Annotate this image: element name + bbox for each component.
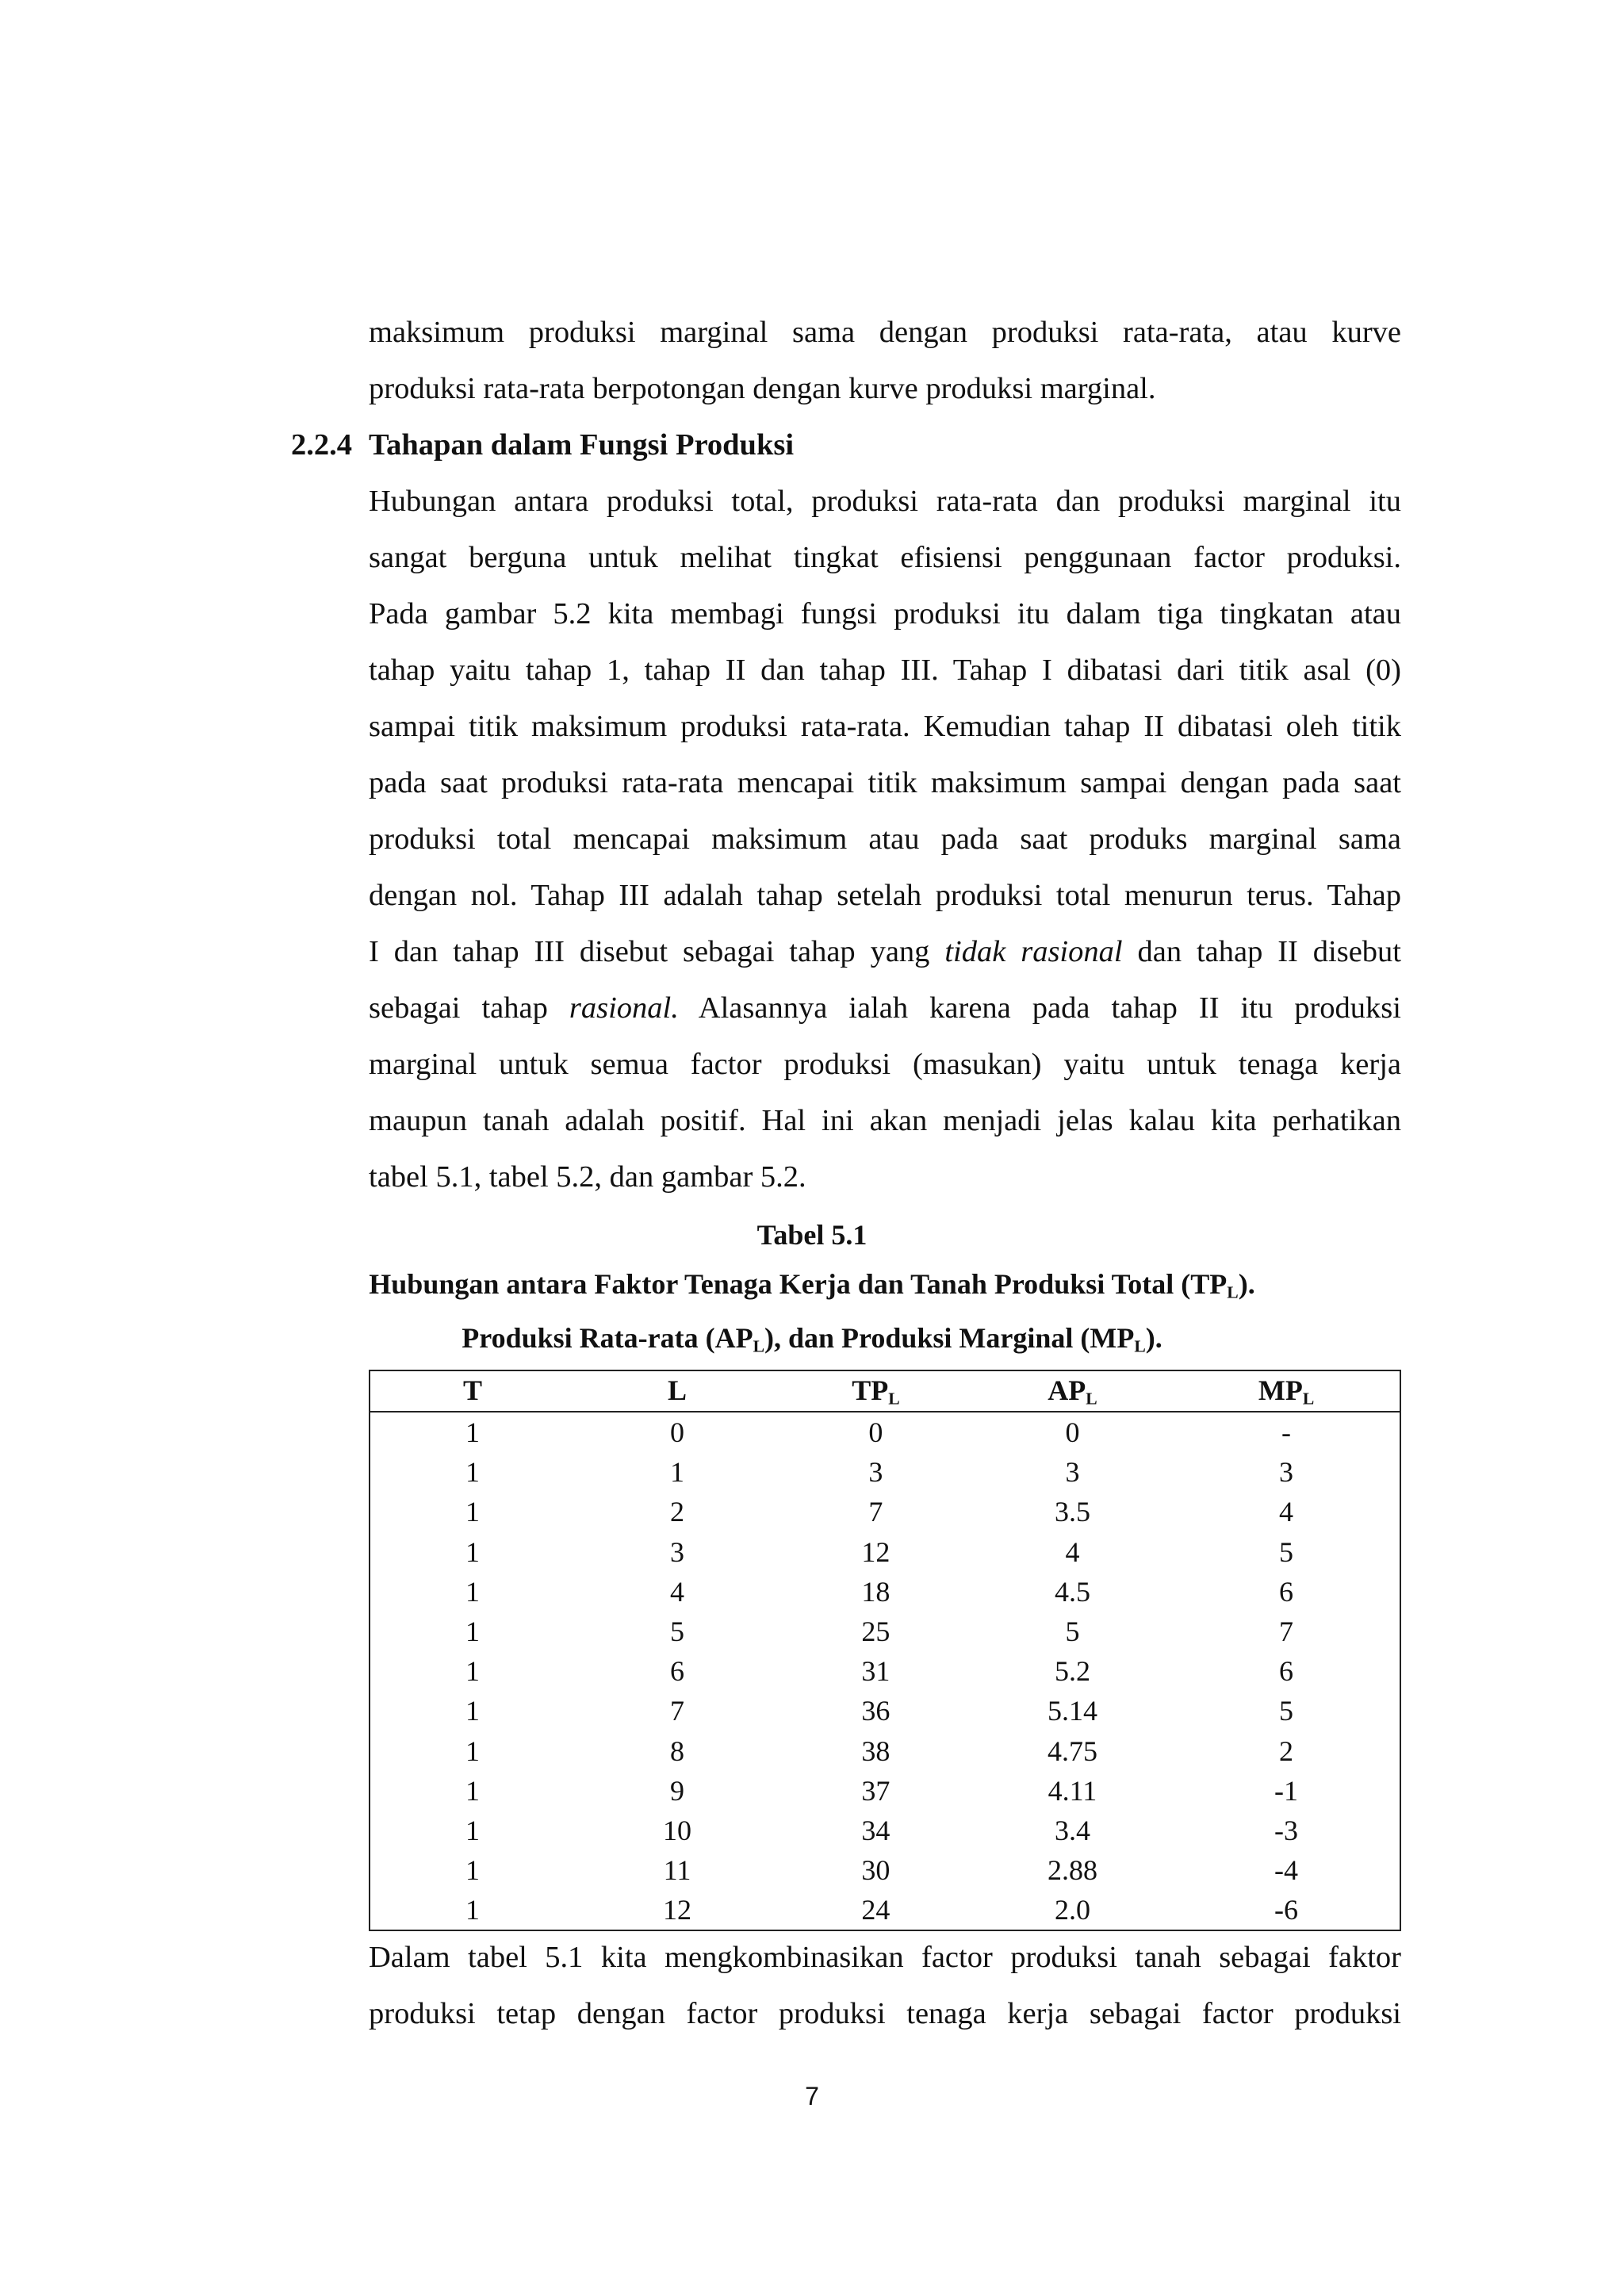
table-cell: 1 (465, 1616, 480, 1648)
table-cell: 24 (861, 1894, 891, 1926)
text-line: tahap yaitu tahap 1, tahap II dan tahap III. Tahap I dibatasi dari titik asal (0) (369, 654, 1401, 687)
table-cell: 1 (465, 1535, 480, 1568)
table-cell: 6 (1279, 1575, 1294, 1608)
table-cell: 5.14 (1047, 1695, 1097, 1727)
table-cell: 6 (670, 1655, 684, 1688)
table-cell: 5 (670, 1616, 684, 1648)
table-cell: -4 (1274, 1854, 1299, 1887)
table-cell: 2.0 (1054, 1894, 1090, 1926)
table-row (370, 1532, 1400, 1572)
text-line: maupun tanah adalah positif. Hal ini akan menjadi jelas kalau kita perhatikan (369, 1104, 1401, 1137)
table-cell: 1 (670, 1456, 684, 1489)
table-row (370, 1691, 1400, 1731)
table-row (370, 1811, 1400, 1850)
text-line (369, 980, 1401, 1037)
table-cell: 0 (868, 1416, 883, 1449)
table-caption-label: Tabel 5.1 (756, 1219, 868, 1251)
italic-term: tidak rasional (944, 935, 1123, 968)
text-line: Dalam tabel 5.1 kita mengkombinasikan factor produksi tanah sebagai faktor (369, 1941, 1401, 1974)
table-cell: 10 (663, 1814, 691, 1846)
table-cell: 1 (465, 1575, 480, 1608)
table-cell: 4 (1065, 1535, 1080, 1568)
section-number: 2.2.4 (291, 428, 352, 462)
text-line: marginal untuk semua factor produksi (masukan) yaitu untuk tenaga kerja (369, 1048, 1401, 1081)
text-run: dan tahap II disebut (1122, 935, 1401, 968)
table-cell: 7 (868, 1496, 883, 1528)
header-t: T (370, 1370, 575, 1412)
table-caption-line-1: Hubungan antara Faktor Tenaga Kerja dan Tanah Produksi Total $(TP_L)$. (369, 1268, 1255, 1302)
table-cell: - (1281, 1416, 1292, 1449)
table-cell: 5 (1065, 1616, 1080, 1648)
table-row (370, 1850, 1400, 1890)
table-cell: 1 (465, 1655, 480, 1688)
table-cell: 2 (1279, 1734, 1294, 1767)
table-cell: 36 (861, 1695, 891, 1727)
table-cell: 2 (670, 1496, 684, 1528)
production-table (369, 1370, 1401, 1931)
text-run: I dan tahap III disebut sebagai tahap yang (369, 935, 945, 968)
table-cell: 1 (465, 1734, 480, 1767)
text-line: maksimum produksi marginal sama dengan produksi rata-rata, atau kurve (369, 316, 1401, 349)
text-run: Alasannya ialah karena pada tahap II itu produksi (678, 991, 1401, 1025)
table-cell: 3.4 (1054, 1814, 1090, 1846)
header-mpl: $MP_L$ (1173, 1370, 1400, 1412)
text-line: Pada gambar 5.2 kita membagi fungsi produksi itu dalam tiga tingkatan atau (369, 597, 1401, 631)
after-table-paragraph (369, 1930, 1401, 2042)
table-cell: 1 (465, 1416, 480, 1449)
table-cell: 2.88 (1047, 1854, 1097, 1887)
table-cell: 5 (1279, 1535, 1294, 1568)
text-line: pada saat produksi rata-rata mencapai titik maksimum sampai dengan pada saat (369, 766, 1401, 799)
table-row (370, 1731, 1400, 1771)
table-cell: 0 (1065, 1416, 1080, 1449)
table-cell: 5.2 (1054, 1655, 1090, 1688)
text-line: produksi rata-rata berpotongan dengan kurve produksi marginal. (369, 372, 1156, 405)
text-line: tabel 5.1, tabel 5.2, dan gambar 5.2. (369, 1160, 806, 1194)
table-cell: -3 (1274, 1814, 1299, 1846)
table-row (370, 1492, 1400, 1531)
table-cell: 3 (1065, 1456, 1080, 1489)
text-line: sampai titik maksimum produksi rata-rata. Kemudian tahap II dibatasi oleh titik (369, 710, 1401, 743)
table-cell: 37 (861, 1774, 891, 1807)
table-row (370, 1572, 1400, 1612)
table-cell: 4.5 (1054, 1575, 1090, 1608)
table-cell: 31 (861, 1655, 891, 1688)
table-cell: 4.11 (1048, 1774, 1097, 1807)
table-cell: 1 (465, 1456, 480, 1489)
table-cell: 6 (1279, 1655, 1294, 1688)
table-cell: 30 (861, 1854, 891, 1887)
table-cell: 5 (1279, 1695, 1294, 1727)
table-row (370, 1452, 1400, 1492)
table-cell: 12 (663, 1894, 691, 1926)
table-cell: 3 (670, 1535, 684, 1568)
header-l: L (575, 1370, 779, 1412)
main-paragraph (369, 473, 1401, 1205)
table-cell: 3 (868, 1456, 883, 1489)
table-cell: 25 (861, 1616, 891, 1648)
section-heading (291, 417, 794, 473)
table-cell: 7 (670, 1695, 684, 1727)
text-run: sebagai tahap (369, 991, 569, 1025)
table-cell: 8 (670, 1734, 684, 1767)
table-cell: 11 (663, 1854, 691, 1887)
header-apl: $AP_L$ (972, 1370, 1173, 1412)
table-cell: 9 (670, 1774, 684, 1807)
table-cell: 4.75 (1047, 1734, 1097, 1767)
table-cell: 4 (1279, 1496, 1294, 1528)
text-line: Hubungan antara produksi total, produksi rata-rata dan produksi marginal itu (369, 485, 1401, 518)
table-row (370, 1612, 1400, 1651)
intro-paragraph (369, 305, 1401, 417)
table-cell: 1 (465, 1814, 480, 1846)
table-caption-line-2: Produksi Rata-rata $(AP_L)$, dan Produksi Marginal $(MP_L)$. (462, 1322, 1162, 1356)
table-cell: 38 (861, 1734, 891, 1767)
table-cell: 3 (1279, 1456, 1294, 1489)
table-cell: 34 (861, 1814, 891, 1846)
text-line: sangat berguna untuk melihat tingkat efisiensi penggunaan factor produksi. (369, 541, 1401, 574)
section-title: Tahapan dalam Fungsi Produksi (369, 428, 795, 462)
text-line: produksi tetap dengan factor produksi tenaga kerja sebagai factor produksi (369, 1997, 1401, 2030)
table-cell: 1 (465, 1894, 480, 1926)
table-cell: 1 (465, 1854, 480, 1887)
table-header-row (370, 1370, 1400, 1412)
page-number: 7 (805, 2082, 819, 2110)
table-cell: 3.5 (1054, 1496, 1090, 1528)
text-line: produksi total mencapai maksimum atau pada saat produks marginal sama (369, 822, 1401, 856)
table-cell: 0 (670, 1416, 684, 1449)
text-line: dengan nol. Tahap III adalah tahap setelah produksi total menurun terus. Tahap (369, 879, 1401, 912)
table-cell: -6 (1274, 1894, 1299, 1926)
header-tpl: $TP_L$ (779, 1370, 972, 1412)
table-cell: 1 (465, 1774, 480, 1807)
table-row (370, 1651, 1400, 1691)
table-row (370, 1412, 1400, 1452)
table-cell: 1 (465, 1695, 480, 1727)
table-body (370, 1412, 1400, 1930)
italic-term: rasional. (569, 991, 679, 1025)
table-cell: 18 (861, 1575, 891, 1608)
table-row (370, 1771, 1400, 1811)
table-cell: 7 (1279, 1616, 1294, 1648)
table-cell: 1 (465, 1496, 480, 1528)
table-cell: 12 (861, 1535, 891, 1568)
table-cell: 4 (670, 1575, 684, 1608)
table-row (370, 1890, 1400, 1930)
text-line (369, 924, 1401, 980)
table-cell: -1 (1274, 1774, 1299, 1807)
